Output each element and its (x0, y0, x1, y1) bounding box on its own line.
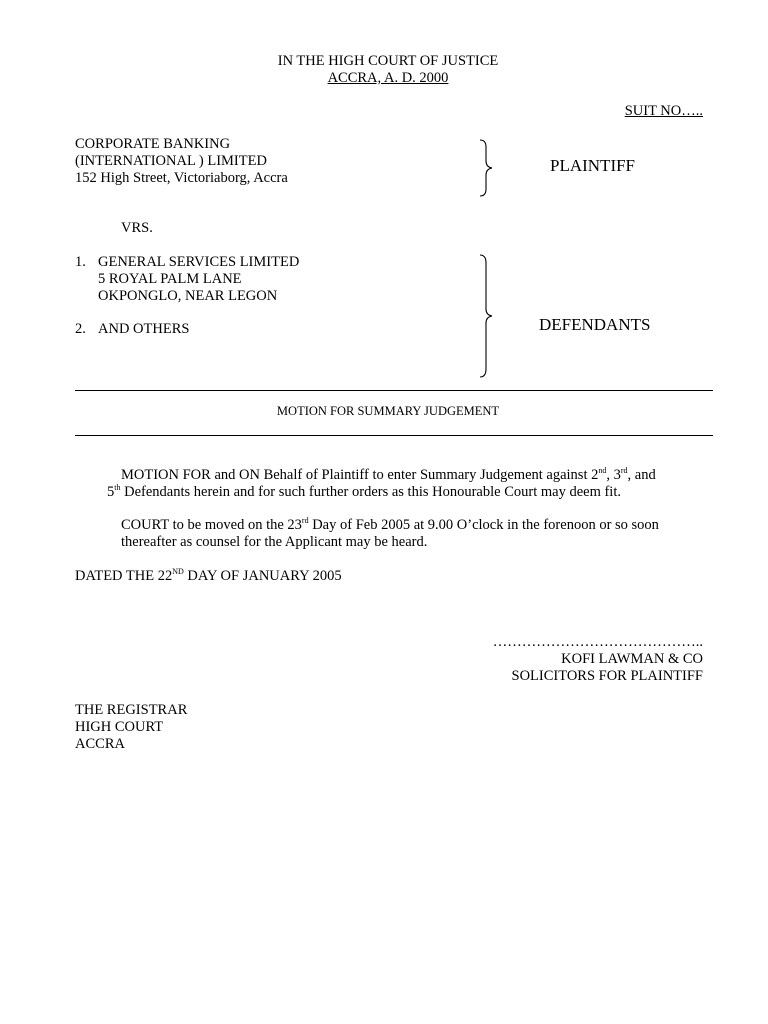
motion-paragraph-line-1: MOTION FOR and ON Behalf of Plaintiff to enter Summary Judgement against 2nd, 3rd, and (121, 466, 656, 483)
motion-paragraph (107, 466, 713, 501)
plaintiff-brace (476, 139, 496, 197)
signatory-firm: KOFI LAWMAN & CO (561, 651, 703, 667)
defendants-role-label: DEFENDANTS (539, 315, 651, 334)
plaintiff-name-line-2: (INTERNATIONAL ) LIMITED (75, 153, 267, 169)
defendant-1-address-line-2: OKPONGLO, NEAR LEGON (98, 288, 278, 304)
suit-number: SUIT NO….. (624, 103, 703, 119)
addressee-line-1: THE REGISTRAR (75, 702, 188, 718)
defendant-2-name: AND OTHERS (98, 321, 190, 337)
plaintiff-name-line-1: CORPORATE BANKING (75, 136, 231, 152)
addressee-line-2: HIGH COURT (75, 719, 164, 735)
hearing-paragraph (121, 517, 713, 551)
court-title: IN THE HIGH COURT OF JUSTICE (277, 53, 499, 69)
hearing-paragraph-line-2: thereafter as counsel for the Applicant may be heard. (121, 534, 428, 550)
top-divider (75, 390, 713, 391)
plaintiff-role-label: PLAINTIFF (550, 156, 636, 175)
hearing-paragraph-line-1: COURT to be moved on the 23rd Day of Feb 2005 at 9.00 O’clock in the forenoon or so soon (121, 516, 659, 533)
defendant-2-number: 2. (75, 321, 86, 337)
motion-paragraph-line-2: 5th Defendants herein and for such further orders as this Honourable Court may deem fit. (107, 483, 621, 500)
signatory-role: SOLICITORS FOR PLAINTIFF (511, 668, 703, 684)
defendant-1-name: GENERAL SERVICES LIMITED (98, 254, 300, 270)
signature-line: …………………………………….. (492, 634, 703, 650)
versus-label: VRS. (121, 220, 153, 236)
defendants-brace (476, 254, 496, 378)
bottom-divider (75, 435, 713, 436)
dated-line: DATED THE 22ND DAY OF JANUARY 2005 (75, 567, 342, 584)
plaintiff-address: 152 High Street, Victoriaborg, Accra (75, 170, 288, 186)
defendant-1-address-line-1: 5 ROYAL PALM LANE (98, 271, 242, 287)
addressee-line-3: ACCRA (75, 736, 125, 752)
defendant-1-number: 1. (75, 254, 86, 270)
motion-title: MOTION FOR SUMMARY JUDGEMENT (276, 404, 500, 418)
court-location: ACCRA, A. D. 2000 (327, 70, 449, 86)
